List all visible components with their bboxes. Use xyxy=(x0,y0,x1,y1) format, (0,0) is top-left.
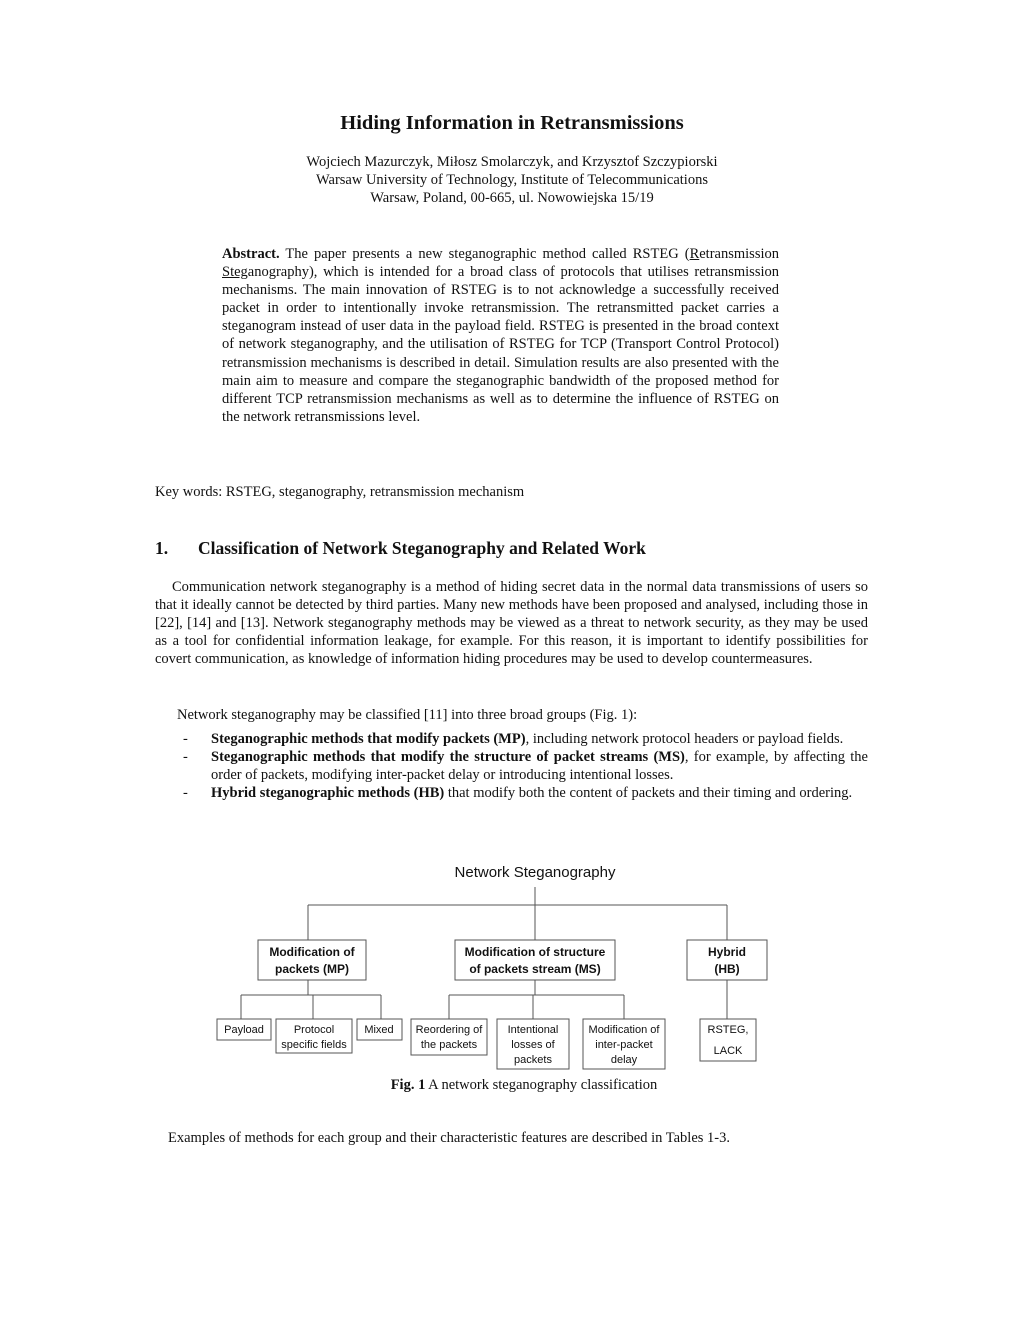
section-heading xyxy=(155,538,646,559)
bullet-dash: - xyxy=(183,749,188,766)
caption-text: A network steganography classification xyxy=(425,1077,658,1093)
figure-caption xyxy=(0,1077,1024,1094)
abstract-r-underlined: R xyxy=(689,246,700,262)
leaf-delay-line3: delay xyxy=(610,1054,638,1066)
bullet-rest: that modify both the content of packets and their timing and ordering. xyxy=(444,785,853,802)
bullet-rest: , including network protocol headers or payload fields. xyxy=(525,731,844,747)
leaf-losses-line1: Intentional xyxy=(507,1024,559,1036)
leaf-delay-line1: Modification of xyxy=(588,1024,660,1036)
abstract-text-1: The paper presents a new steganographic method called RSTEG ( xyxy=(285,246,690,262)
bullet-rest: , for example, by affecting the order of packets, modifying inter-packet delay or introducing intentional losses. xyxy=(211,749,868,784)
abstract-text-3: anography), which is intended for a broad class of protocols that utilises retransmission mechanisms. The main innovation of RSTEG is to not acknowledge a successfully received packet in order to intentionally invoke retransmission. The retransmitted packet carries a steganogram instead of user data in the payload field. RSTEG is presented in the broad context of network steganography, and the utilisation of RSTEG for TCP (Transport Control Protocol) retransmission mechanisms is described in detail. Simulation results are also presented with the main aim to measure and compare the steganographic bandwidth of the proposed method for different TCP retransmission mechanisms as well as to determine the influence of RSTEG on the network retransmissions level. xyxy=(222,264,779,425)
bullet-bold: Steganographic methods that modify the structure of packet streams (MS) xyxy=(211,749,685,766)
group-hb-line1: Hybrid xyxy=(707,945,747,959)
bullet-item-hb xyxy=(155,784,868,802)
abstract-label: Abstract. xyxy=(222,246,280,262)
leaf-losses-line2: losses of xyxy=(511,1039,555,1051)
bullet-bold: Steganographic methods that modify packets (MP) xyxy=(211,731,526,747)
paper-title: Hiding Information in Retransmissions xyxy=(340,112,684,134)
leaf-protocol-line2: specific fields xyxy=(281,1039,347,1051)
address: Warsaw, Poland, 00-665, ul. Nowowiejska 15/19 xyxy=(370,190,654,206)
keywords: Key words: RSTEG, steganography, retransmission mechanism xyxy=(155,484,525,500)
bullet-bold: Hybrid steganographic methods (HB) xyxy=(211,785,445,802)
leaf-mixed: Mixed xyxy=(364,1024,394,1036)
affiliation: Warsaw University of Technology, Institute of Telecommunications xyxy=(316,172,708,188)
leaf-delay-line2: inter-packet xyxy=(595,1039,653,1051)
ms-leaves xyxy=(411,1019,665,1069)
abstract-steg-underlined: Steg xyxy=(222,264,248,281)
author-list: Wojciech Mazurczyk, Miłosz Smolarczyk, and Krzysztof Szczypiorski xyxy=(306,154,718,170)
bullet-dash: - xyxy=(183,731,188,747)
group-mp-line1: Modification of xyxy=(269,945,355,959)
group-ms-line2: of packets stream (MS) xyxy=(469,962,601,976)
section-title: Classification of Network Steganography and Related Work xyxy=(198,538,646,558)
bullet-dash: - xyxy=(183,785,188,802)
leaf-protocol-line1: Protocol xyxy=(293,1024,335,1036)
abstract xyxy=(222,245,779,426)
group-box-ms xyxy=(455,940,615,980)
paragraph-1: Communication network steganography is a method of hiding secret data in the normal data transmissions of users so that it ideally cannot be detected by third parties. Many new methods have been proposed and analysed, including those in [22], [14] and [13]. Network steganography methods may be viewed as a threat to network security, as they may be used as a tool for confidential information leakage, for example. For this reason, it is important to identify possibilities for covert communication, as knowledge of information hiding procedures may be used to develop countermeasures. xyxy=(155,579,868,668)
leaf-lack: LACK xyxy=(713,1045,743,1057)
abstract-text-2: etransmission xyxy=(699,246,779,262)
leaf-payload: Payload xyxy=(224,1024,264,1036)
classification-diagram xyxy=(205,855,825,1070)
bullet-item-ms xyxy=(155,748,868,784)
caption-label: Fig. 1 xyxy=(390,1077,426,1093)
mp-leaves xyxy=(217,1019,402,1053)
closing-sentence: Examples of methods for each group and their characteristic features are described in Tables 1-3. xyxy=(168,1130,730,1146)
paragraph-2: Network steganography may be classified [11] into three broad groups (Fig. 1): xyxy=(177,707,638,723)
group-ms-line1: Modification of structure xyxy=(464,945,606,959)
hb-leaves xyxy=(700,1019,756,1061)
leaf-rsteg: RSTEG, xyxy=(707,1024,749,1036)
leaf-reordering-line1: Reordering of xyxy=(415,1024,483,1036)
section-number: 1. xyxy=(155,538,169,558)
leaf-reordering-line2: the packets xyxy=(420,1039,478,1051)
bullet-list xyxy=(155,730,868,802)
group-box-mp xyxy=(258,940,366,980)
bullet-item-mp xyxy=(155,730,868,748)
group-hb-line2: (HB) xyxy=(714,962,740,976)
group-mp-line2: packets (MP) xyxy=(274,962,350,976)
leaf-losses-line3: packets xyxy=(514,1054,552,1066)
diagram-root-label: Network Steganography xyxy=(454,864,616,881)
group-box-hb xyxy=(687,940,767,980)
